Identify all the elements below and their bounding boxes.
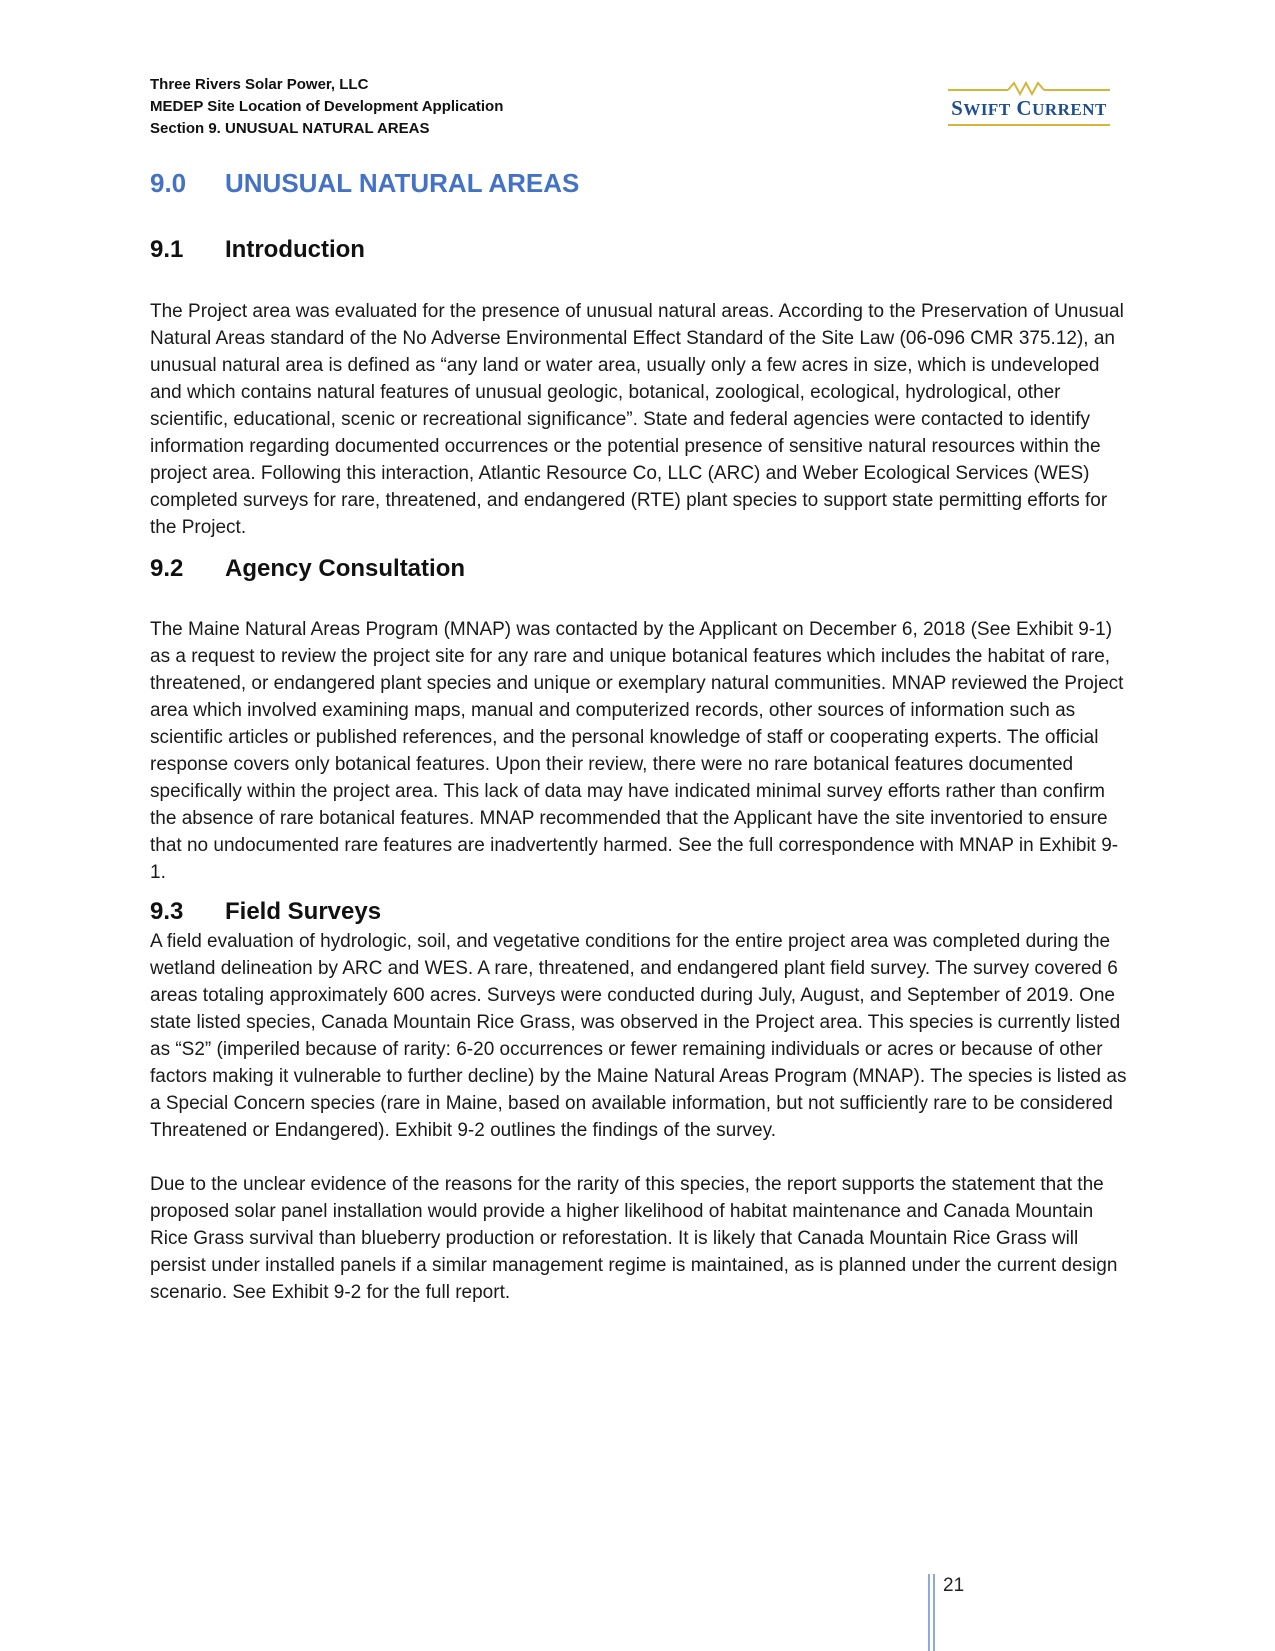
agency-consultation-paragraph: The Maine Natural Areas Program (MNAP) was contacted by the Applicant on December 6, 2018 (See Exhibit 9-1) as a request to review the project site for any rare and unique botanical features which includes the habitat of rare, threatened, or endangered plant species and unique or exemplary natural communities. MNAP reviewed the Project area which involved examining maps, manual and computerized records, other sources of information such as scientific articles or published references, and the personal knowledge of staff or cooperating experts. The official response covers only botanical features. Upon their review, there were no rare botanical features documented specifically within the project area. This lack of data may have indicated minimal survey efforts rather than confirm the absence of rare botanical features. MNAP recommended that the Applicant have the site inventoried to ensure that no undocumented rare features are inadvertently harmed. See the full correspondence with MNAP in Exhibit 9-1. [150, 619, 1124, 883]
header-company: Three Rivers Solar Power, LLC [150, 76, 369, 93]
chapter-heading: 9.0 UNUSUAL NATURAL AREAS [150, 168, 580, 198]
field-surveys-paragraph: Due to the unclear evidence of the reasons for the rarity of this species, the report supports the statement that the proposed solar panel installation would provide a higher likelihood of habitat maintenance and Canada Mountain Rice Grass survival than blueberry production or reforestation. It is likely that Canada Mountain Rice Grass will persist under installed panels if a similar management regime is maintained, as is planned under the current design scenario. See Exhibit 9-2 for the full report. [150, 1174, 1118, 1303]
footer-rule [928, 1574, 935, 1651]
logo-wordmark: SWIFT CURRENT [951, 96, 1107, 120]
introduction-paragraph: The Project area was evaluated for the presence of unusual natural areas. According to the Preservation of Unusual Natural Areas standard of the No Adverse Environmental Effect Standard of the Site Law (06-096 CMR 375.12), an unusual natural area is defined as “any land or water area, usually only a few acres in size, which is undeveloped and which contains natural features of unusual geologic, botanical, zoological, ecological, hydrological, other scientific, educational, scenic or recreational significance”. State and federal agencies were contacted to identify information regarding documented occurrences or the potential presence of sensitive natural resources within the project area. Following this interaction, Atlantic Resource Co, LLC (ARC) and Weber Ecological Services (WES) completed surveys for rare, threatened, and endangered (RTE) plant species to support state permitting efforts for the Project. [150, 301, 1124, 538]
section-heading-agency-consultation: 9.2 Agency Consultation [150, 555, 466, 582]
page-number: 21 [943, 1575, 965, 1596]
header-section: Section 9. UNUSUAL NATURAL AREAS [150, 120, 430, 137]
section-heading-field-surveys: 9.3 Field Surveys [150, 898, 382, 925]
field-surveys-paragraph: A field evaluation of hydrologic, soil, and vegetative conditions for the entire project area was completed during the wetland delineation by ARC and WES. A rare, threatened, and endangered plant field survey. The survey covered 6 areas totaling approximately 600 acres. Surveys were conducted during July, August, and September of 2019. One state listed species, Canada Mountain Rice Grass, was observed in the Project area. This species is currently listed as “S2” (imperiled because of rarity: 6-20 occurrences or fewer remaining individuals or acres or because of other factors making it vulnerable to further decline) by the Maine Natural Areas Program (MNAP). The species is listed as a Special Concern species (rare in Maine, based on available information, but not sufficiently rare to be considered Threatened or Endangered). Exhibit 9-2 outlines the findings of the survey. [150, 931, 1127, 1141]
section-heading-introduction: 9.1 Introduction [150, 236, 365, 263]
document-header [150, 74, 503, 140]
header-application: MEDEP Site Location of Development Application [150, 98, 504, 115]
document-body [150, 166, 1130, 1306]
swift-current-logo [944, 80, 1114, 132]
